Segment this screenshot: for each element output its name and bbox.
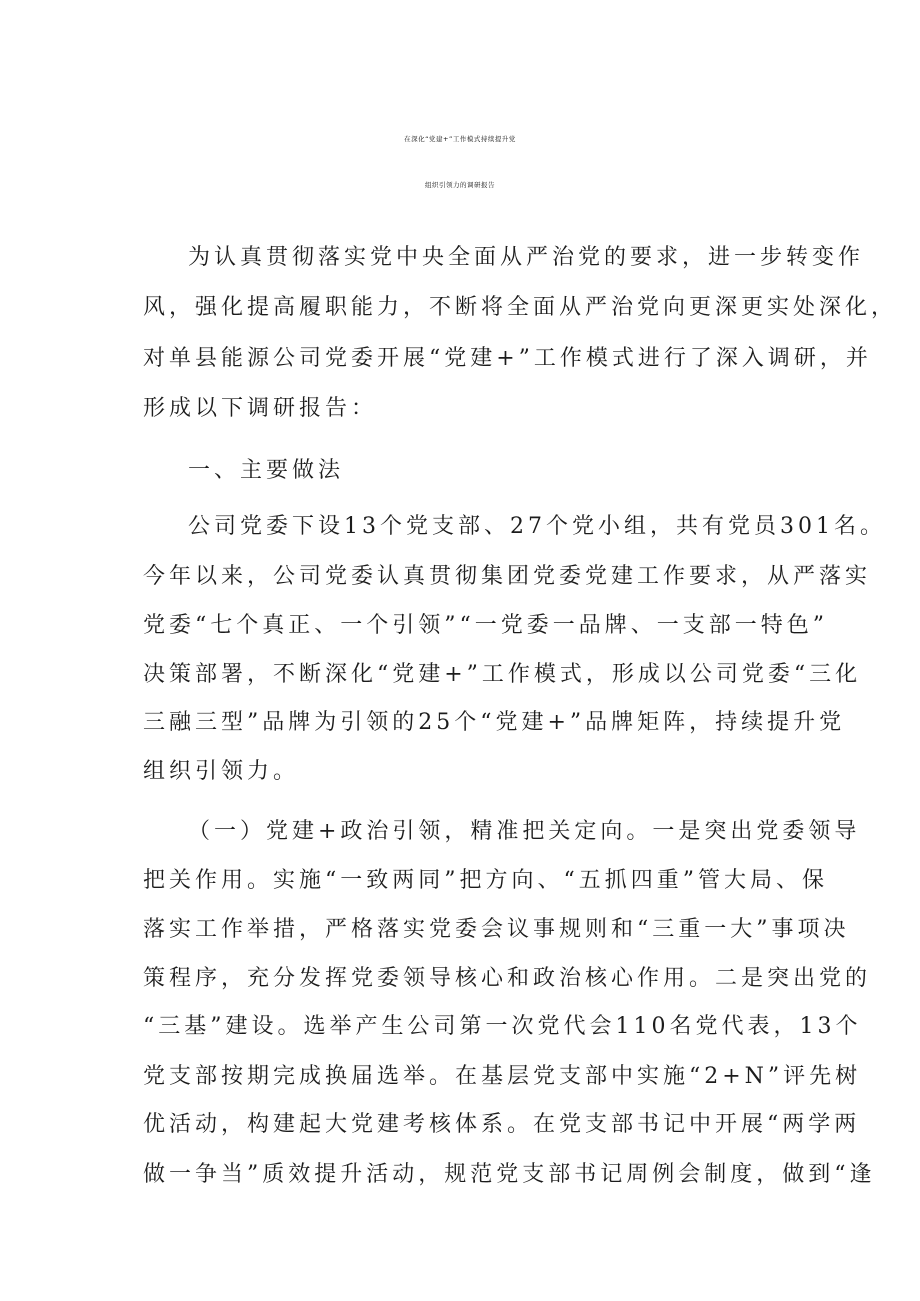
subsection-line: 党支部按期完成换届选举。在基层党支部中实施“2+N”评先树 <box>143 1064 862 1089</box>
intro-line: 为认真贯彻落实党中央全面从严治党的要求，进一步转变作 <box>188 245 865 270</box>
subsection-line: 把关作用。实施“一致两同”把方向、“五抓四重”管大局、保 <box>143 868 828 893</box>
overview-line: 公司党委下设13个党支部、27个党小组，共有党员301名。 <box>188 514 886 539</box>
document-title-line-2: 组织引领力的调研报告 <box>425 181 495 189</box>
overview-line: 决策部署，不断深化“党建+”工作模式，形成以公司党委“三化 <box>143 662 862 687</box>
intro-line: 风，强化提高履职能力，不断将全面从严治党向更深更实处深化， <box>143 295 898 320</box>
intro-line: 对单县能源公司党委开展“党建+”工作模式进行了深入调研，并 <box>143 346 872 371</box>
overview-line: 党委“七个真正、一个引领”“一党委一品牌、一支部一特色” <box>143 613 828 638</box>
subsection-line: 做一争当”质效提升活动，规范党支部书记周例会制度，做到“逢 <box>143 1162 876 1187</box>
subsection-line: （一）党建+政治引领，精准把关定向。一是突出党委领导 <box>188 819 861 844</box>
subsection-line: “三基”建设。选举产生公司第一次党代会110名党代表，13个 <box>143 1014 862 1039</box>
overview-line: 组织引领力。 <box>143 759 300 784</box>
overview-line: 三融三型”品牌为引领的25个“党建+”品牌矩阵，持续提升党 <box>143 710 846 735</box>
section-heading: 一、主要做法 <box>188 458 345 483</box>
document-title-line-1: 在深化“党建+”工作模式持续提升党 <box>404 135 516 143</box>
overview-line: 今年以来，公司党委认真贯彻集团党委党建工作要求，从严落实 <box>143 564 872 589</box>
intro-line: 形成以下调研报告： <box>143 396 378 421</box>
subsection-line: 落实工作举措，严格落实党委会议事规则和“三重一大”事项决 <box>143 917 850 942</box>
subsection-line: 优活动，构建起大党建考核体系。在党支部书记中开展“两学两 <box>143 1112 861 1137</box>
subsection-line: 策程序，充分发挥党委领导核心和政治核心作用。二是突出党的 <box>143 966 872 991</box>
